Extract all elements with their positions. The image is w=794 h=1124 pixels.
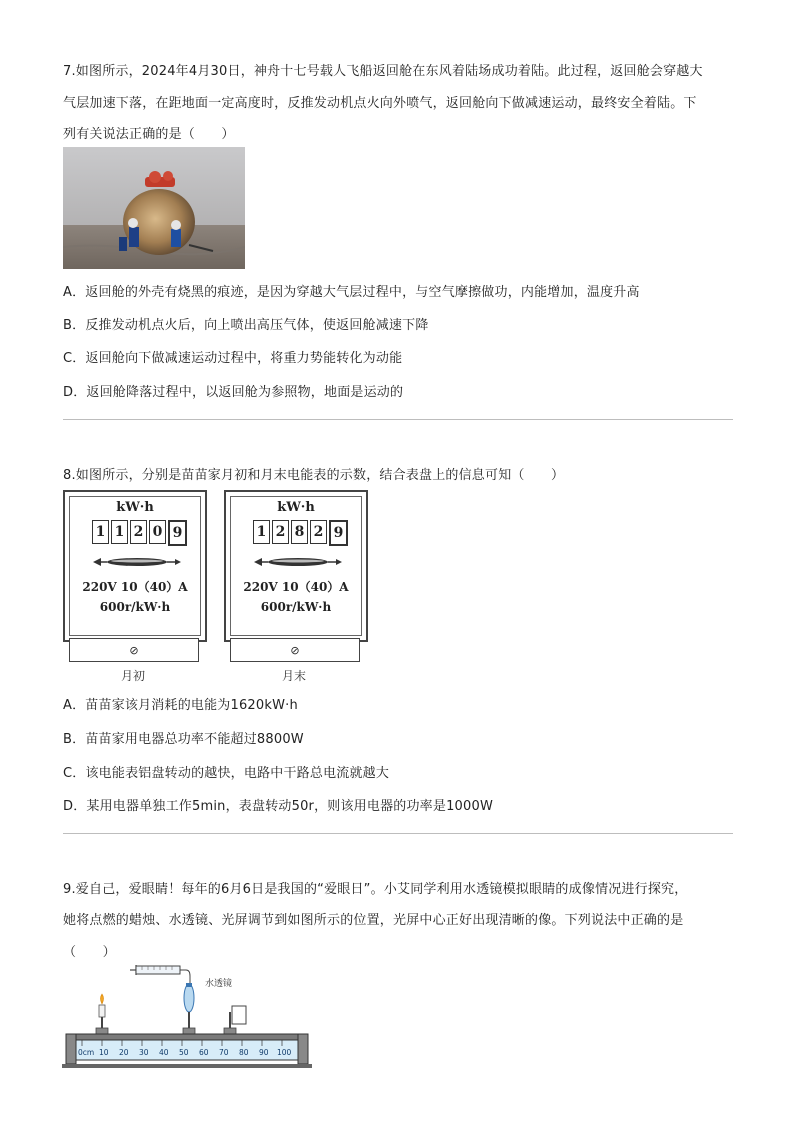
scale-label: 100 [277,1048,292,1057]
capsule-photo [63,147,245,269]
meter-digit-decimal: 9 [329,520,348,546]
meter-constant: 600r/kW·h [99,600,171,614]
meter-digit: 1 [111,520,128,544]
q8-option-a: A．苗苗家该月消耗的电能为1620kW·h [63,698,298,713]
light-screen-icon [224,1006,246,1034]
meter-reading [253,520,350,546]
meter-terminal-symbol: ⊘ [69,638,199,662]
meter-terminal-symbol: ⊘ [230,638,360,662]
meter-unit: kW·h [277,500,315,515]
q7-stem-line-1: 7.如图所示，2024年4月30日，神舟十七号载人飞船返回舱在东风着陆场成功着陆。此过程，返回舱会穿越大 [63,64,703,79]
q7-option-a: A．返回舱的外壳有烧黑的痕迹，是因为穿越大气层过程中，与空气摩擦做功，内能增加，温度升高 [63,285,640,300]
divider [63,833,733,834]
scale-label: 80 [239,1048,249,1057]
meter-digit: 0 [149,520,166,544]
meter-digit: 2 [310,520,327,544]
q9-stem-line-3: （ ） [63,945,116,960]
meter-caption: 月末 [282,669,307,683]
q7-option-d: D．返回舱降落过程中，以返回舱为参照物，地面是运动的 [63,385,404,400]
q8-option-c: C．该电能表铝盘转动的越快，电路中干路总电流就越大 [63,766,390,781]
scale-label: 10 [99,1048,109,1057]
meter-rating: 220V 10（40）A [82,580,188,594]
q7-option-b: B．反推发动机点火后，向上喷出高压气体，使返回舱减速下降 [63,318,429,333]
candle-icon [96,994,108,1034]
meter-digit: 1 [92,520,109,544]
meter-start-of-month [63,490,208,686]
scale-label: 20 [119,1048,129,1057]
water-lens-icon [184,984,194,1012]
scale-label: 90 [259,1048,269,1057]
meter-constant: 600r/kW·h [260,600,332,614]
optical-bench-diagram [62,960,312,1070]
q8-option-b: B．苗苗家用电器总功率不能超过8800W [63,732,304,747]
scale-label: 0cm [78,1048,95,1057]
q9-stem-line-2: 她将点燃的蜡烛、水透镜、光屏调节到如图所示的位置，光屏中心正好出现清晰的像。下列说法中正确的是 [63,913,684,928]
scale-label: 40 [159,1048,169,1057]
bench-scale [74,1048,296,1060]
rotating-disc-icon [93,554,181,570]
scale-label: 50 [179,1048,189,1057]
divider [63,419,733,420]
q7-stem-line-2: 气层加速下落，在距地面一定高度时，反推发动机点火向外喷气，返回舱向下做减速运动，最终安全着陆。下 [63,96,697,111]
q7-option-c: C．返回舱向下做减速运动过程中，将重力势能转化为动能 [63,351,403,366]
q8-option-d: D．某用电器单独工作5min，表盘转动50r，则该用电器的功率是1000W [63,799,494,814]
scale-label: 70 [219,1048,229,1057]
meter-rating: 220V 10（40）A [243,580,349,594]
meter-digit: 2 [130,520,147,544]
scale-label: 60 [199,1048,209,1057]
meter-digit-decimal: 9 [168,520,187,546]
q7-stem-line-3: 列有关说法正确的是（ ） [63,127,235,142]
meter-end-of-month [224,490,369,686]
meter-unit: kW·h [116,500,154,515]
q8-stem-line-1: 8.如图所示，分别是苗苗家月初和月末电能表的示数，结合表盘上的信息可知（ ） [63,468,565,483]
meter-digit: 2 [272,520,289,544]
syringe-icon [130,965,190,984]
scale-label: 30 [139,1048,149,1057]
lens-label: 水透镜 [205,979,233,989]
q9-stem-line-1: 9.爱自己，爱眼睛！每年的6月6日是我国的“爱眼日”。小艾同学利用水透镜模拟眼睛的成像情况进行探究， [63,882,688,897]
meter-caption: 月初 [121,669,146,683]
meter-reading [92,520,189,546]
meter-digit: 1 [253,520,270,544]
meter-digit: 8 [291,520,308,544]
rotating-disc-icon [254,554,342,570]
